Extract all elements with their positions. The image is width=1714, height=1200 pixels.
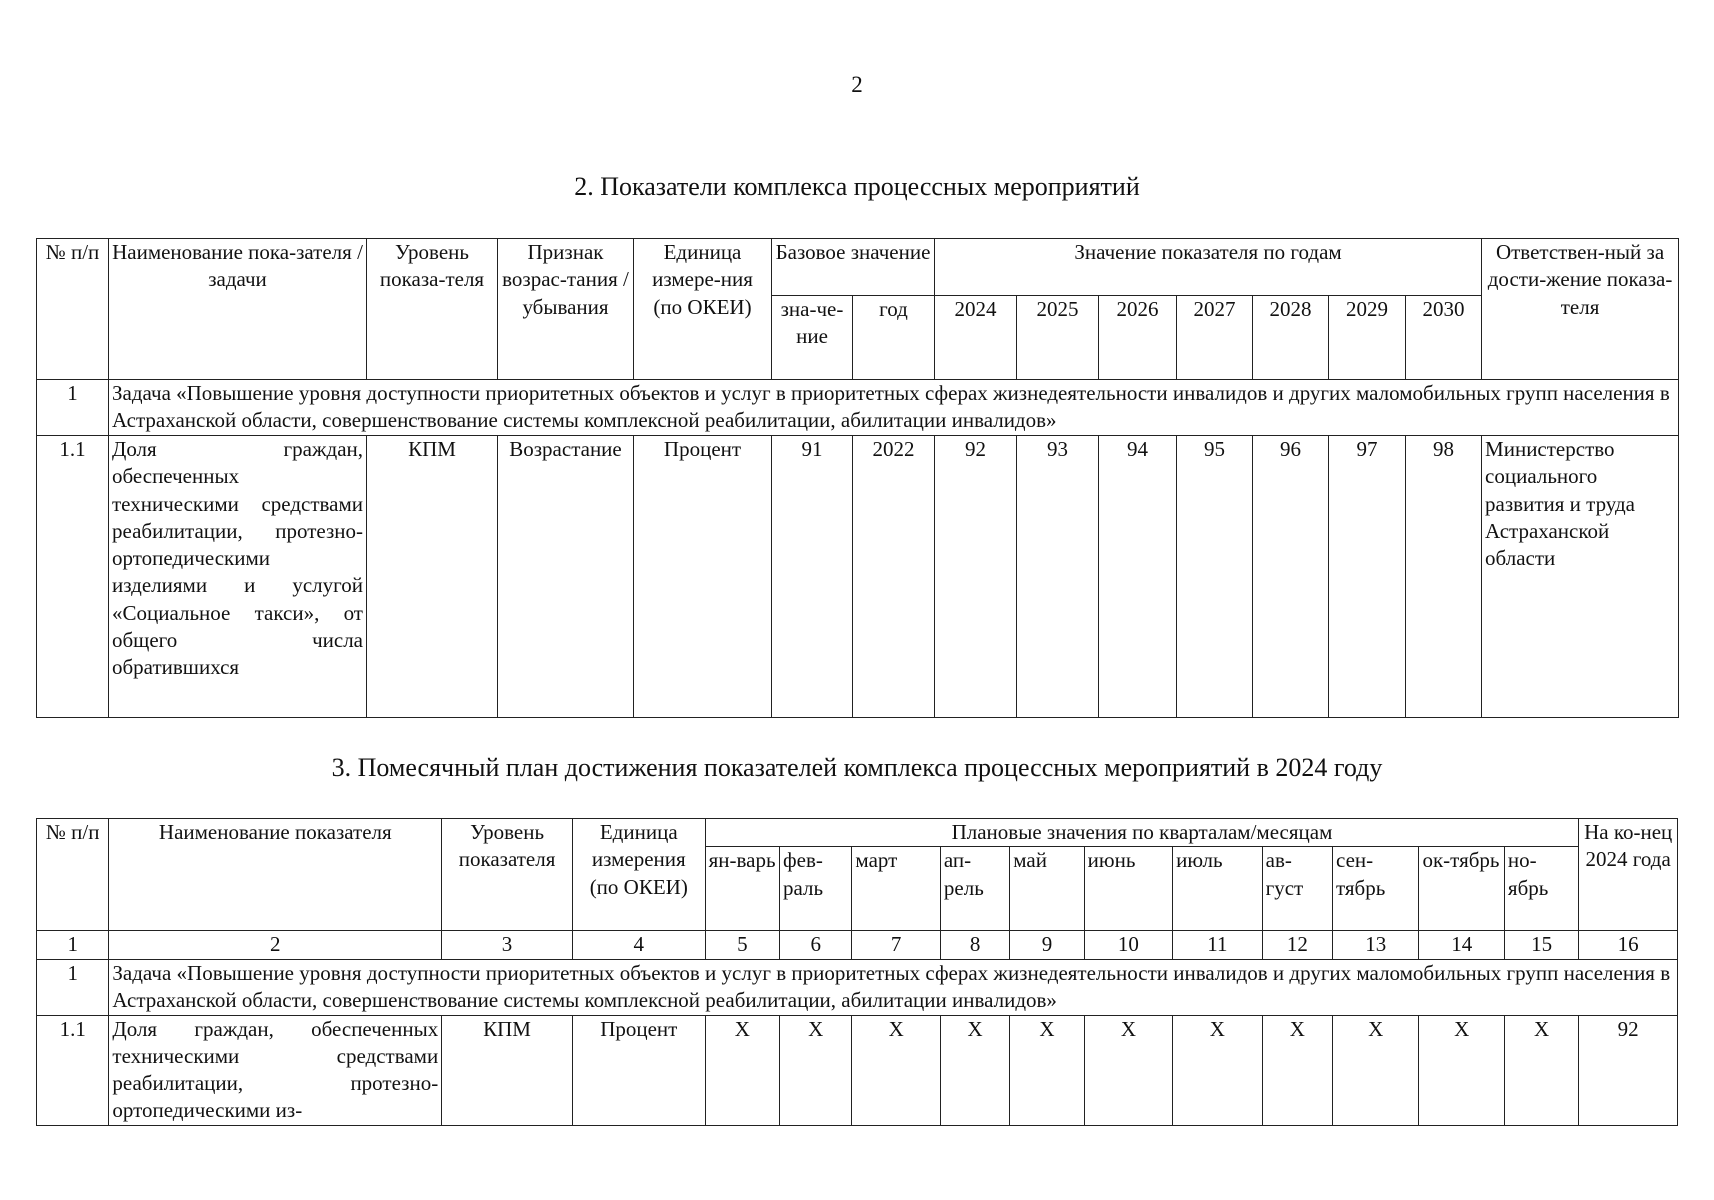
header-num: № п/п <box>37 239 109 380</box>
section-3-title: 3. Помесячный план достижения показателей комплекса процессных мероприятий в 2024 году <box>331 753 1383 782</box>
row-value: 95 <box>1177 436 1253 718</box>
header-name: Наименование пока-зателя / задачи <box>109 239 367 380</box>
row-value: 96 <box>1253 436 1329 718</box>
header-month: ок-тябрь <box>1419 847 1504 931</box>
header-base: Базовое значение <box>772 239 935 296</box>
row-month-value: X <box>1419 1015 1504 1125</box>
header-month: фев-раль <box>780 847 852 931</box>
header-unit: Единица измере-ния (по ОКЕИ) <box>634 239 772 380</box>
header-level: Уровень показа-теля <box>367 239 498 380</box>
header-month: март <box>852 847 940 931</box>
row-responsible: Министерство социального развития и труда Астраханской области <box>1482 436 1679 718</box>
row-value: 93 <box>1017 436 1099 718</box>
indicators-table <box>36 238 1679 718</box>
row-value: 94 <box>1099 436 1177 718</box>
row-num: 1.1 <box>37 436 109 718</box>
row-month-value: X <box>705 1015 779 1125</box>
row-level: КПМ <box>442 1015 573 1125</box>
row-month-value: X <box>1504 1015 1578 1125</box>
header-month: ян-варь <box>705 847 779 931</box>
row-month-value: X <box>1010 1015 1084 1125</box>
header-level: Уровень показателя <box>442 819 573 931</box>
task-text: Задача «Повышение уровня доступности приоритетных объектов и услуг в приоритетных сферах жизнедеятельности инвалидов и других маломобильных групп населения в Астраханской области, совершенствование системы комплексной реабилитации, абилитации инвалидов» <box>109 380 1679 436</box>
header-month: ав-густ <box>1262 847 1332 931</box>
column-number: 1 <box>37 931 109 959</box>
header-month: июль <box>1173 847 1262 931</box>
header-month: сен-тябрь <box>1333 847 1419 931</box>
header-plan-group: Плановые значения по кварталам/месяцам <box>705 819 1579 847</box>
row-sign: Возрастание <box>498 436 634 718</box>
column-number: 9 <box>1010 931 1084 959</box>
row-level: КПМ <box>367 436 498 718</box>
header-month: ап-рель <box>940 847 1009 931</box>
column-number: 16 <box>1579 931 1678 959</box>
row-month-value: X <box>1262 1015 1332 1125</box>
row-end-value: 92 <box>1579 1015 1678 1125</box>
header-month: июнь <box>1084 847 1172 931</box>
column-number: 3 <box>442 931 573 959</box>
header-end: На ко-нец 2024 года <box>1579 819 1678 931</box>
row-month-value: X <box>940 1015 1009 1125</box>
header-year: 2024 <box>935 296 1017 380</box>
header-month: но-ябрь <box>1504 847 1578 931</box>
task-text: Задача «Повышение уровня доступности приоритетных объектов и услуг в приоритетных сферах жизнедеятельности инвалидов и других маломобильных групп населения в Астраханской области, совершенствование системы комплексной реабилитации, абилитации инвалидов» <box>109 959 1678 1015</box>
column-number: 8 <box>940 931 1009 959</box>
header-base-value: зна-че-ние <box>772 296 853 380</box>
page-number: 2 <box>851 72 863 97</box>
column-number: 12 <box>1262 931 1332 959</box>
row-month-value: X <box>1333 1015 1419 1125</box>
header-responsible: Ответствен-ный за дости-жение показа-теля <box>1482 239 1679 380</box>
row-month-value: X <box>1173 1015 1262 1125</box>
row-name: Доля граждан, обеспеченных техническими средствами реабилитации, протезно-ортопедическими из- <box>109 1015 442 1125</box>
column-number: 15 <box>1504 931 1578 959</box>
row-unit: Процент <box>634 436 772 718</box>
row-month-value: X <box>1084 1015 1172 1125</box>
row-value: 98 <box>1406 436 1482 718</box>
column-number: 6 <box>780 931 852 959</box>
row-month-value: X <box>852 1015 940 1125</box>
header-year: 2030 <box>1406 296 1482 380</box>
row-name: Доля граждан, обеспеченных техническими средствами реабилитации, протезно-ортопедическими изделиями и услугой «Социальное такси», от общего числа обратившихся <box>109 436 367 718</box>
header-sign: Признак возрас-тания / убывания <box>498 239 634 380</box>
header-year: 2026 <box>1099 296 1177 380</box>
header-year: 2029 <box>1329 296 1406 380</box>
column-number: 4 <box>572 931 705 959</box>
header-num: № п/п <box>37 819 109 931</box>
monthly-plan-table <box>36 818 1678 1126</box>
header-name: Наименование показателя <box>109 819 442 931</box>
column-number: 13 <box>1333 931 1419 959</box>
column-number: 2 <box>109 931 442 959</box>
section-2-title: 2. Показатели комплекса процессных мероприятий <box>574 172 1140 201</box>
header-unit: Единица измерения (по ОКЕИ) <box>572 819 705 931</box>
column-number: 11 <box>1173 931 1262 959</box>
column-number: 14 <box>1419 931 1504 959</box>
header-year: 2028 <box>1253 296 1329 380</box>
row-value: 92 <box>935 436 1017 718</box>
header-year: 2025 <box>1017 296 1099 380</box>
column-number: 7 <box>852 931 940 959</box>
header-years-group: Значение показателя по годам <box>935 239 1482 296</box>
row-num: 1.1 <box>37 1015 109 1125</box>
task-num: 1 <box>37 380 109 436</box>
column-number: 5 <box>705 931 779 959</box>
task-num: 1 <box>37 959 109 1015</box>
row-base-year: 2022 <box>853 436 935 718</box>
row-value: 97 <box>1329 436 1406 718</box>
header-year: 2027 <box>1177 296 1253 380</box>
row-unit: Процент <box>572 1015 705 1125</box>
header-base-year: год <box>853 296 935 380</box>
row-base-value: 91 <box>772 436 853 718</box>
header-month: май <box>1010 847 1084 931</box>
column-number: 10 <box>1084 931 1172 959</box>
row-month-value: X <box>780 1015 852 1125</box>
